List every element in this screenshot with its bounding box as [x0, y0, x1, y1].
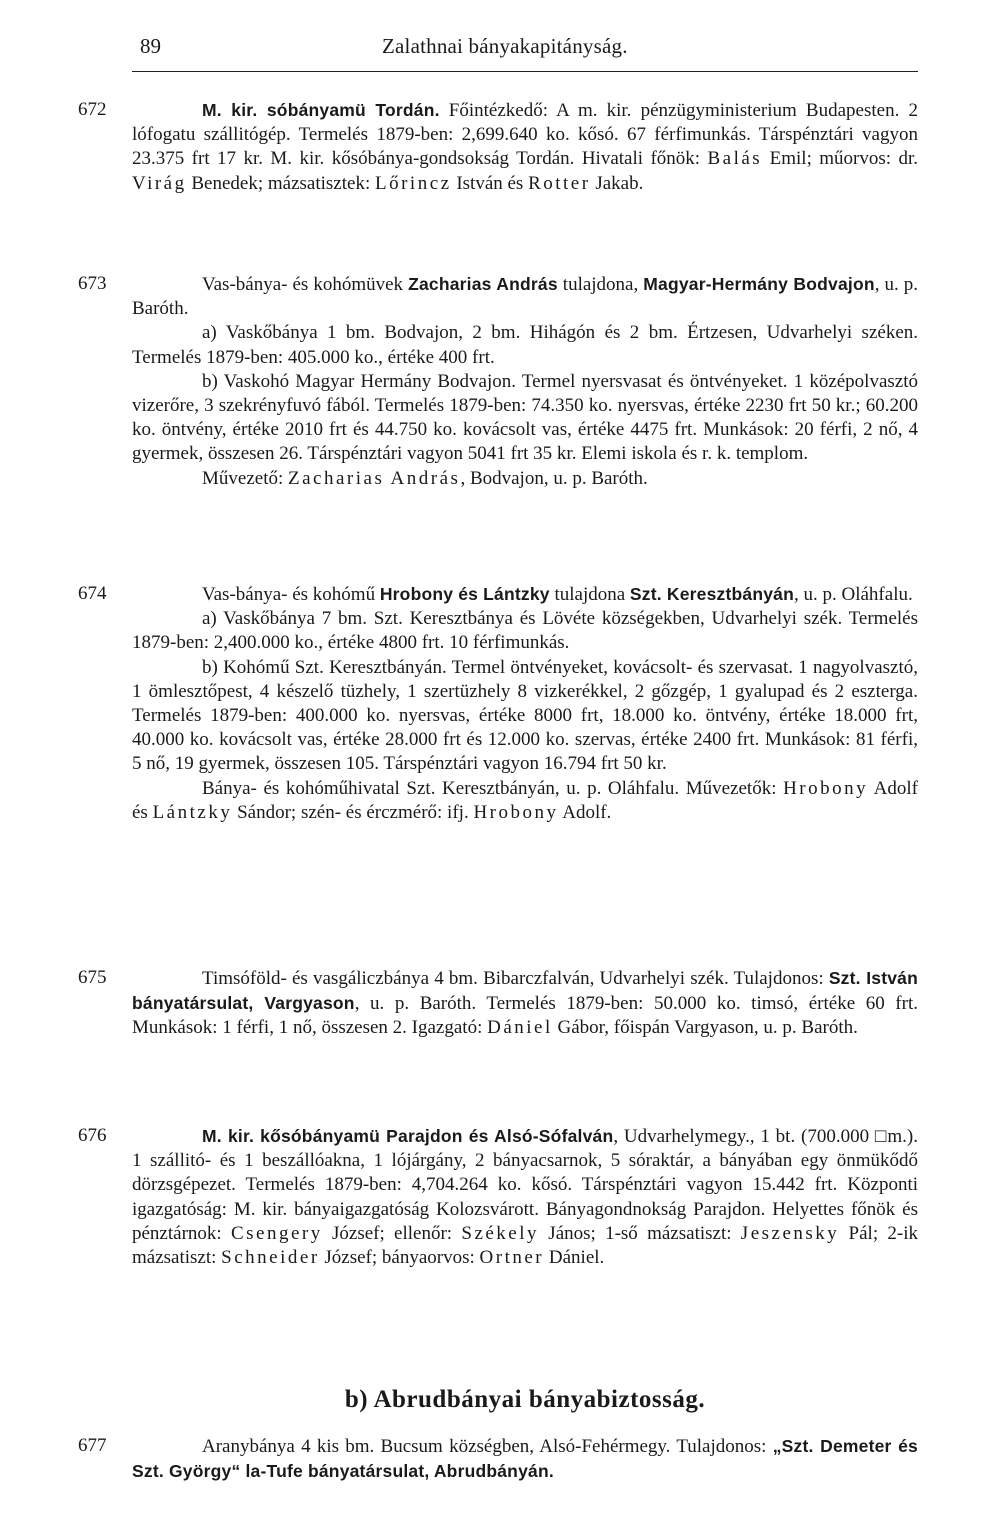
location-name: Szt. Keresztbányán [629, 584, 794, 604]
running-title: Zalathnai bányakapitányság. [382, 34, 628, 58]
entry-text: M. kir. sóbányamü Tordán. Főintézkedő: A m. kir. pénzügyministerium Budapesten. 2 lófogatu szállitógép. Termelés 1879-ben: 2,699.640 ko. kősó. 67 férfimunkás. Társpénztári vagyon 23.375 frt 17 kr. M. kir. kősóbánya-gondsokság Tordán. Hivatali főnök: Balás Emil; műorvos: dr. Virág Benedek; mázsatisztek: Lőrincz István és Rotter Jakab. [132, 100, 919, 194]
page-header [132, 30, 918, 66]
entry-number: 677 [78, 1435, 107, 1456]
location-name: Magyar-Hermány Bodvajon [643, 274, 875, 294]
entry-text: M. kir. kősóbányamü Parajdon és Alsó-Sófalván, Udvarhelymegy., 1 bt. (700.000 □m.). 1 szállitó- és 1 beszállóakna, 1 lójárgány, 2 bányacsarnok, 5 sóraktár, a bányában egy önmükődő dörzsgépezet. Termelés 1879-ben: 4,704.264 ko. kősó. Társpénztári vagyon 15.442 frt. Központi igazgatóság: M. kir. bányaigazgatóság Kolozsvárott. Bányagondnokság Parajdon. Helyettes főnök és pénztárnok: Csengery József; ellenőr: Székely János; 1-ső mázsatiszt: Jeszensky Pál; 2-ik mázsatiszt: Schneider József; bányaorvos: Ortner Dániel. [132, 1126, 919, 1269]
entry-number: 675 [78, 967, 107, 988]
entity-name: M. kir. sóbányamü Tordán. [202, 100, 440, 120]
entry-text: Timsóföld- és vasgáliczbánya 4 bm. Bibarczfalván, Udvarhelyi szék. Tulajdonos: Szt. István bányatársulat, Vargyason, u. p. Baróth. Termelés 1879-ben: 50.000 ko. timsó, értéke 60 frt. Munkások: 1 férfi, 1 nő, összesen 2. Igazgató: Dániel Gábor, főispán Vargyason, u. p. Baróth. [132, 968, 918, 1039]
entry-text: Vas-bánya- és kohómű Hrobony és Lántzky tulajdona Szt. Keresztbányán, u. p. Oláhfalu. a) Vaskőbánya 7 bm. Szt. Keresztbánya és Lövéte községekben, Udvarhelyi szék. Termelés 1879-ben: 2,400.000 ko., értéke 4800 frt. 10 férfimunkás. b) Kohómű Szt. Keresztbányán. Termel öntvényeket, kovácsolt- és szervasat. 1 nagyolvasztó, 1 ömlesztőpest, 4 készelő tüzhely, 1 szertüzhely 8 vizkerékkel, 2 gőzgép, 1 gyalupad és 2 eszterga. Termelés 1879-ben: 400.000 ko. nyersvas, értéke 8000 frt, 18.000 ko. öntvény, értéke 18.000 frt, 40.000 ko. kovácsolt vas, értéke 28.000 frt és 12.000 ko. szervas, értéke 2400 frt. Munkások: 81 férfi, 5 nő, 19 gyermek, összesen 105. Társpénztári vagyon 16.794 frt 50 kr. Bánya- és kohóműhivatal Szt. Keresztbányán, u. p. Oláhfalu. Művezetők: Hrobony Adolf és Lántzky Sándor; szén- és érczmérő: ifj. Hrobony Adolf. [132, 584, 918, 823]
entry-number: 672 [78, 99, 107, 120]
owner-name: Szt. István bányatársulat, Vargyason [132, 968, 918, 1014]
header-rule [132, 71, 918, 72]
page-number: 89 [140, 34, 161, 58]
section-heading: b) Abrudbányai bányabiztosság. [344, 1386, 706, 1413]
owner-name: „Szt. Demeter és Szt. György“ la-Tufe bányatársulat, Abrudbányán. [132, 1436, 918, 1482]
owner-name: Zacharias András [408, 274, 558, 294]
entry-text: Aranybánya 4 kis bm. Bucsum községben, Alsó-Fehérmegy. Tulajdonos: „Szt. Demeter és Szt. György“ la-Tufe bányatársulat, Abrudbányán. [132, 1436, 918, 1482]
entry-number: 673 [78, 273, 107, 294]
entry-number: 674 [78, 583, 107, 604]
entry-text: Vas-bánya- és kohómüvek Zacharias András tulajdona, Magyar-Hermány Bodvajon, u. p. Baróth. a) Vaskőbánya 1 bm. Bodvajon, 2 bm. Hihágón és 2 bm. Értzesen, Udvarhelyi széken. Termelés 1879-ben: 405.000 ko., értéke 400 frt. b) Vaskohó Magyar Hermány Bodvajon. Termel nyersvasat és öntvényeket. 1 középolvasztó vizerőre, 3 szekrényfuvó fából. Termelés 1879-ben: 74.350 ko. nyersvas, értéke 2230 frt 50 kr.; 60.200 ko. öntvény, értéke 2010 frt és 44.750 ko. kovácsolt vas, értéke 4475 frt. Munkások: 20 férfi, 2 nő, 4 gyermek, összesen 26. Társpénztári vagyon 5041 frt 35 kr. Elemi iskola és r. k. templom. Művezető: Zacharias András, Bodvajon, u. p. Baróth. [132, 274, 919, 489]
owner-name: Hrobony és Lántzky [379, 584, 550, 604]
entity-name: M. kir. kősóbányamü Parajdon és Alsó-Sófalván [202, 1126, 614, 1146]
entry-number: 676 [78, 1125, 107, 1146]
